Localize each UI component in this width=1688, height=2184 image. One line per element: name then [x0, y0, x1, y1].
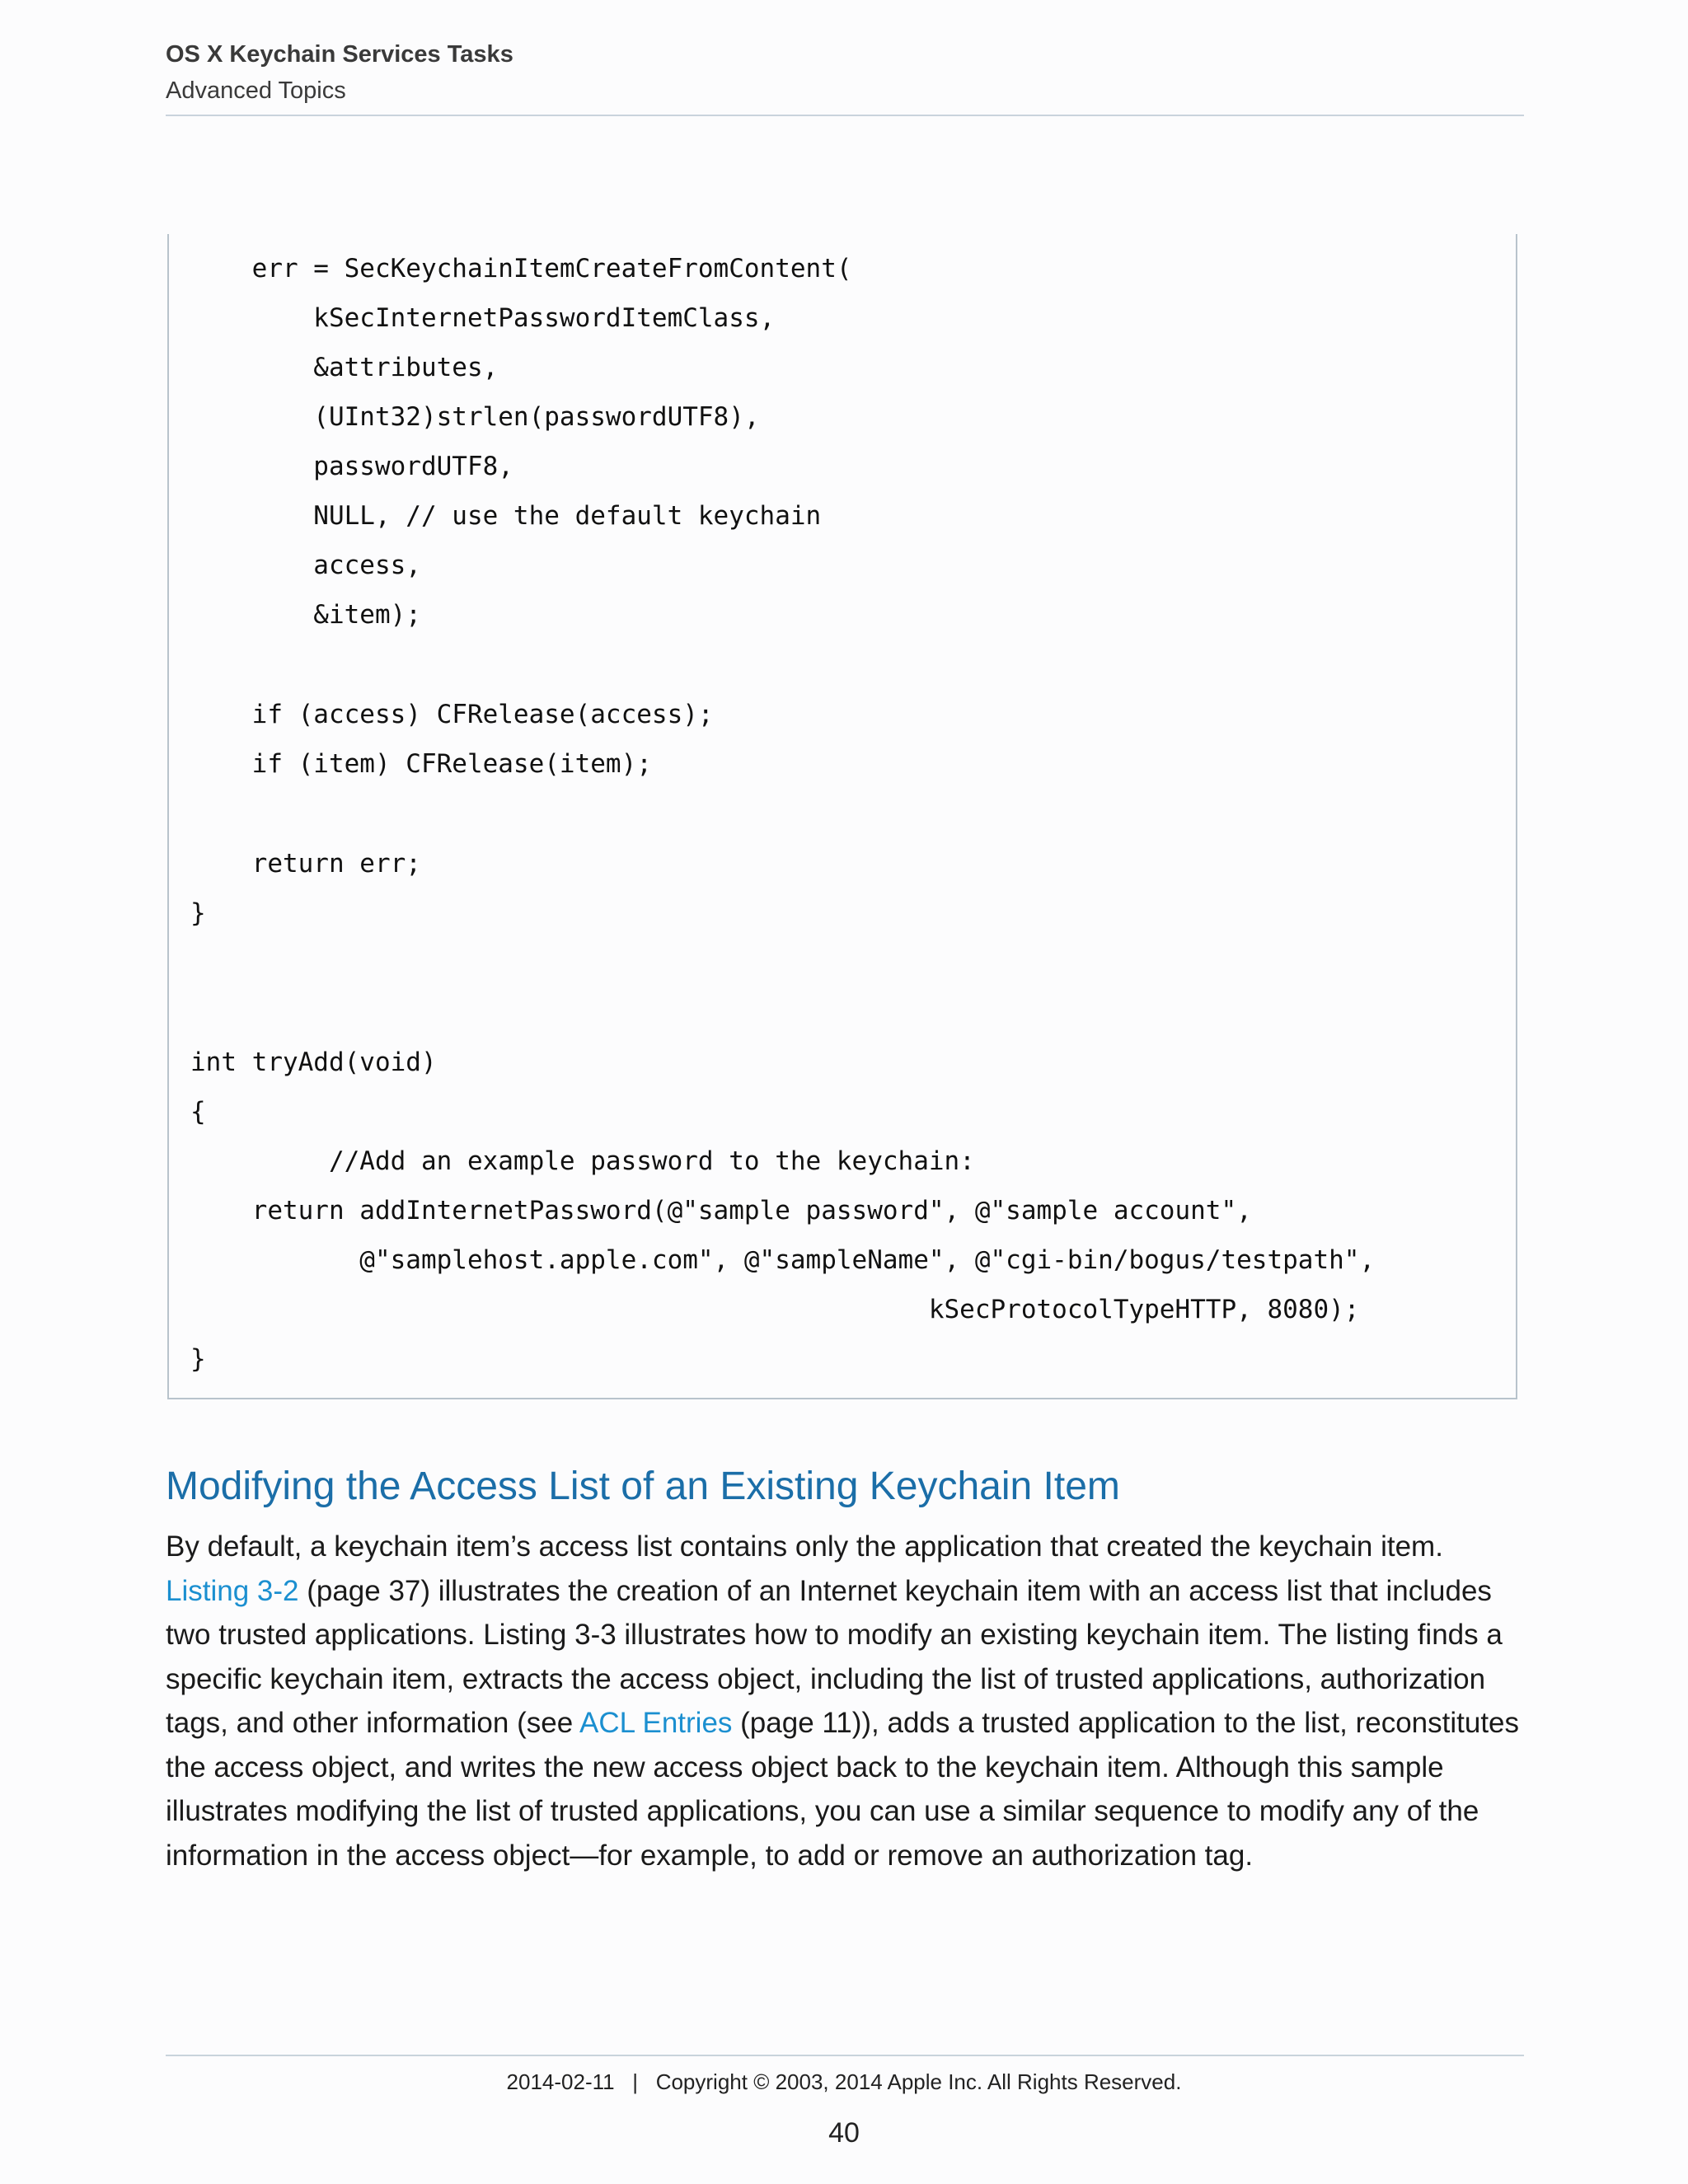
code-line: @"samplehost.apple.com", @"sampleName", @"cgi-bin/bogus/testpath", — [190, 1245, 1376, 1275]
code-line: int tryAdd(void) — [190, 1047, 437, 1077]
acl-entries-link[interactable]: ACL Entries — [579, 1707, 733, 1739]
footer-copyright: 2014-02-11 | Copyright © 2003, 2014 Apple Inc. All Rights Reserved. — [506, 2069, 1182, 2094]
code-line: &attributes, — [190, 353, 499, 382]
paragraph-text: (page 37) illustrates the creation of an Internet keychain item with an access list that includes two trusted applications. Listing 3-3 illustrates how to modify an existing keychain item. The listing finds a specific keychain item, extracts the access object, including the list of trusted applications, authorization tags, and other information (see — [166, 1574, 1503, 1739]
code-line: return err; — [190, 849, 421, 879]
code-line: } — [190, 1344, 206, 1374]
paragraph-text: (page 11)), adds a trusted application to the list, reconstitutes the access object, and writes the new access object back to the keychain item. Although this sample illustrates modifying the list of trusted applications, you can use a similar sequence to modify any of the information in the access object—for example, to add or remove an authorization tag. — [166, 1707, 1520, 1872]
code-line: kSecProtocolTypeHTTP, 8080); — [190, 1295, 1360, 1324]
code-line: access, — [190, 551, 421, 580]
page-number: 40 — [828, 2117, 860, 2149]
header-divider — [166, 115, 1524, 116]
running-header — [166, 36, 1524, 109]
code-line: err = SecKeychainItemCreateFromContent( — [190, 254, 852, 284]
body-paragraph — [166, 1525, 1527, 1877]
footer-divider — [166, 2055, 1524, 2056]
code-line: NULL, // use the default keychain — [190, 501, 822, 531]
listing-3-2-link[interactable]: Listing 3-2 — [166, 1574, 299, 1607]
code-listing-box — [167, 234, 1517, 1399]
code-line: } — [190, 898, 206, 928]
code-line: if (access) CFRelease(access); — [190, 700, 714, 729]
paragraph-text: By default, a keychain item’s access list contains only the application that created the keychain item. — [166, 1530, 1443, 1563]
section-heading: Modifying the Access List of an Existing Keychain Item — [166, 1465, 1120, 1508]
code-line: &item); — [190, 600, 421, 630]
document-title: OS X Keychain Services Tasks — [166, 41, 513, 68]
code-line: return addInternetPassword(@"sample password", @"sample account", — [190, 1196, 1252, 1226]
code-line: kSecInternetPasswordItemClass, — [190, 303, 776, 333]
code-line: passwordUTF8, — [190, 452, 513, 481]
code-line: (UInt32)strlen(passwordUTF8), — [190, 402, 760, 432]
chapter-subtitle: Advanced Topics — [166, 77, 346, 104]
code-line: //Add an example password to the keychain: — [190, 1146, 975, 1176]
code-line: if (item) CFRelease(item); — [190, 749, 652, 779]
code-line: { — [190, 1097, 206, 1127]
